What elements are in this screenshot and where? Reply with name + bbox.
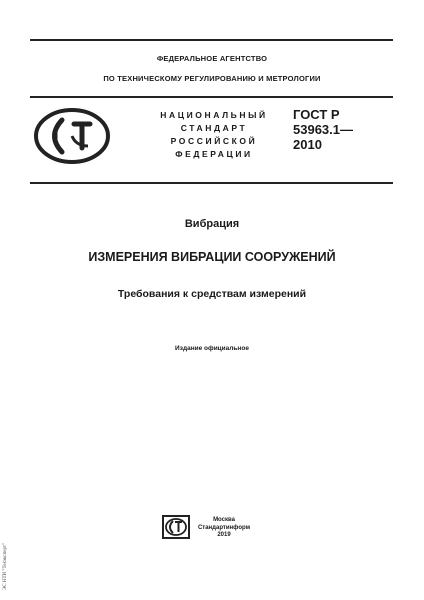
gost-year: 2010 [293,137,322,152]
agency-line-2: ПО ТЕХНИЧЕСКОМУ РЕГУЛИРОВАНИЮ И МЕТРОЛОГИИ [103,74,321,83]
document-subtitle: Требования к средствам измерений [117,288,307,300]
standard-word-national: НАЦИОНАЛЬНЫЙ [160,110,268,120]
rst-emblem-logo [32,106,112,166]
rule-below-standard [30,182,393,184]
gost-number: 53963.1— [293,122,353,137]
document-title: ИЗМЕРЕНИЯ ВИБРАЦИИ СООРУЖЕНИЙ [88,250,336,264]
publisher-name: Стандартинформ [197,524,251,531]
standard-word-russian: РОССИЙСКОЙ [170,136,258,146]
side-signature: ЭС НТИ "Техэксперт" [3,542,8,590]
publisher-year: 2019 [217,532,231,538]
standard-word-standard: СТАНДАРТ [180,123,248,133]
agency-line-1: ФЕДЕРАЛЬНОЕ АГЕНТСТВО [156,54,268,63]
rule-above-standard [30,96,393,98]
gost-label: ГОСТ Р [293,107,340,122]
publisher-city: Москва [213,517,235,523]
top-rule [30,39,393,41]
publisher-emblem-logo [162,515,190,539]
document-topic: Вибрация [184,218,240,230]
standard-word-federation: ФЕДЕРАЦИИ [175,149,253,159]
edition-note: Издание официальное [175,345,249,352]
